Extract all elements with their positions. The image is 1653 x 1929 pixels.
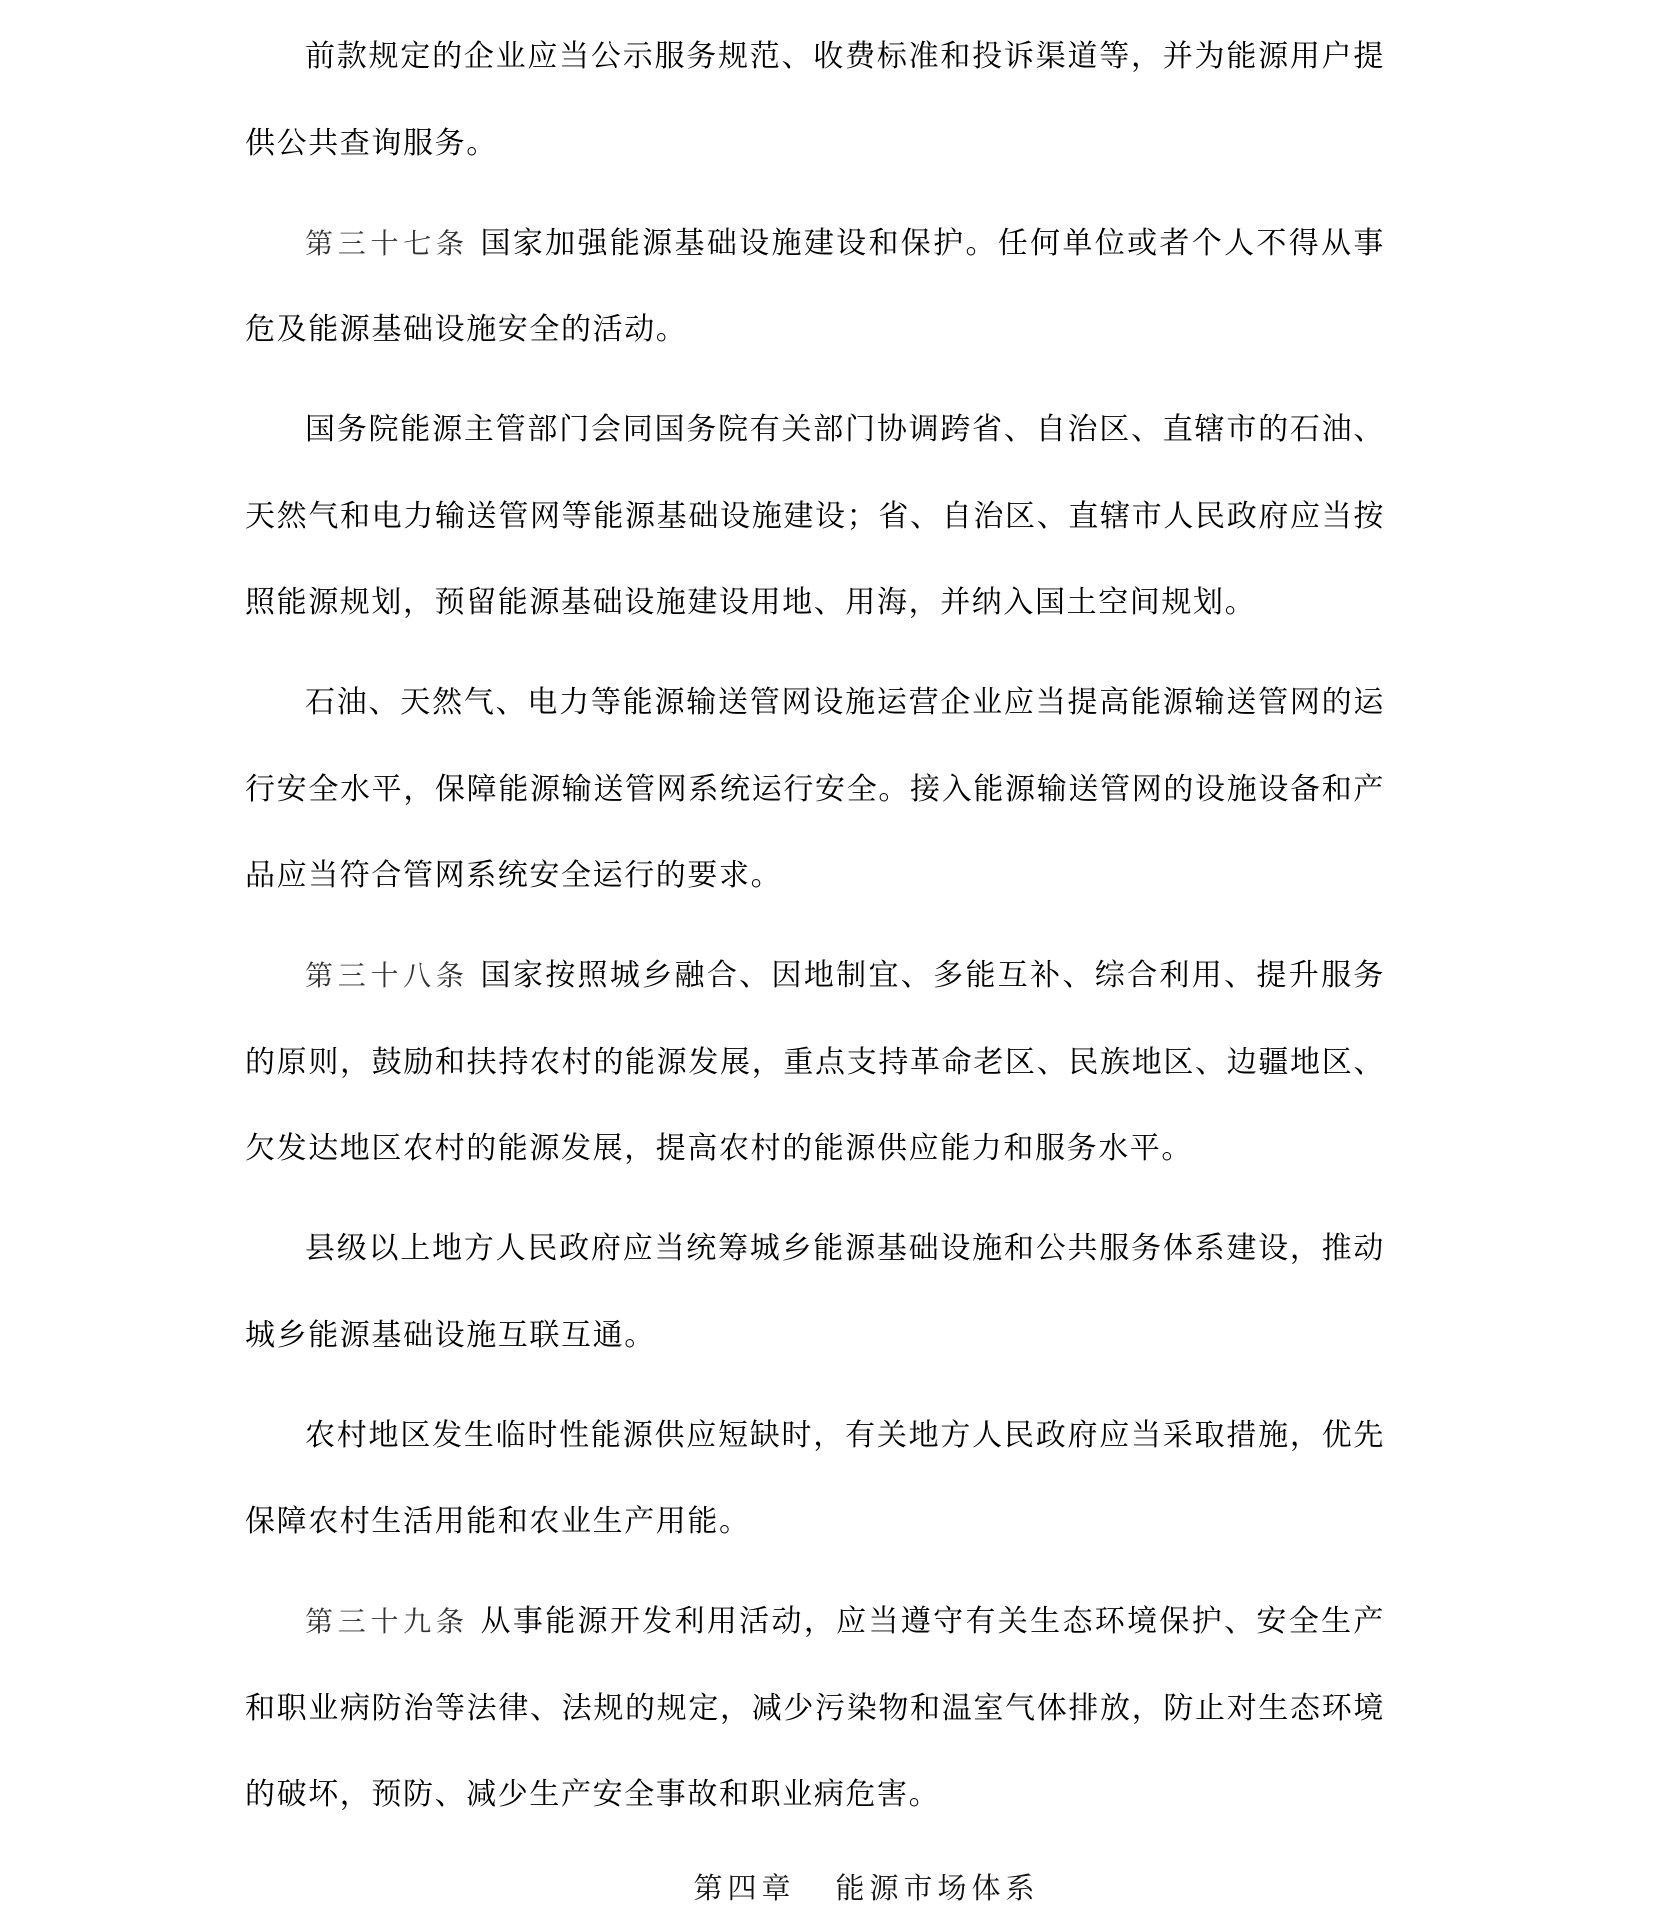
paragraph-text: 石油、天然气、电力等能源输送管网设施运营企业应当提高能源输送管网的运行安全水平，保障能源输送管网系统运行安全。接入能源输送管网的设施设备和产品应当符合管网系统安全运行的要求。 [245,685,1385,893]
paragraph-urban-rural [245,1206,1385,1379]
paragraph-public-query [245,14,1385,187]
document-page [245,14,1385,1852]
paragraph-text: 前款规定的企业应当公示服务规范、收费标准和投诉渠道等，并为能源用户提供公共查询服务。 [245,39,1385,161]
paragraph-text: 国务院能源主管部门会同国务院有关部门协调跨省、自治区、直辖市的石油、天然气和电力输送管网等能源基础设施建设；省、自治区、直辖市人民政府应当按照能源规划，预留能源基础设施建设用地、用海，并纳入国土空间规划。 [245,412,1385,620]
article-number: 第三十八条 [305,959,469,992]
article-37 [245,201,1385,374]
chapter-title: 能源市场体系 [835,1871,1040,1905]
article-38 [245,933,1385,1193]
paragraph-rural-shortage [245,1393,1385,1566]
chapter-heading [0,1866,1653,1907]
paragraph-text: 农村地区发生临时性能源供应短缺时，有关地方人民政府应当采取措施，优先保障农村生活用能和农业生产用能。 [245,1417,1385,1539]
paragraph-infrastructure-coordination [245,387,1385,647]
paragraph-text: 国家按照城乡融合、因地制宜、多能互补、综合利用、提升服务的原则，鼓励和扶持农村的能源发展，重点支持革命老区、民族地区、边疆地区、欠发达地区农村的能源发展，提高农村的能源供应能力和服务水平。 [245,958,1385,1166]
chapter-number: 第四章 [693,1871,796,1905]
paragraph-pipeline-safety [245,660,1385,920]
paragraph-text: 县级以上地方人民政府应当统筹城乡能源基础设施和公共服务体系建设，推动城乡能源基础设施互联互通。 [245,1231,1385,1353]
article-39 [245,1579,1385,1839]
article-number: 第三十九条 [305,1605,469,1638]
paragraph-text: 国家加强能源基础设施建设和保护。任何单位或者个人不得从事危及能源基础设施安全的活动。 [245,225,1385,347]
paragraph-text: 从事能源开发利用活动，应当遵守有关生态环境保护、安全生产和职业病防治等法律、法规的规定，减少污染物和温室气体排放，防止对生态环境的破坏，预防、减少生产安全事故和职业病危害。 [245,1604,1385,1812]
article-number: 第三十七条 [305,226,469,260]
